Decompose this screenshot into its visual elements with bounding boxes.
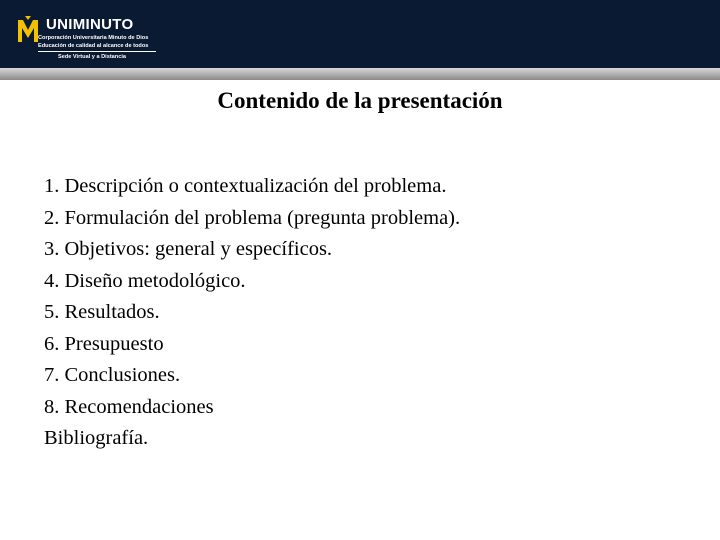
list-item: 8. Recomendaciones [44,395,214,418]
logo-subtitle-2: Educación de calidad al alcance de todos [38,43,149,49]
uniminuto-logo [12,6,162,62]
logo-name: UNIMINUTO [46,16,134,33]
logo-divider [38,51,156,52]
slide-title-text: Contenido de la presentación [217,88,503,113]
list-item: Bibliografía. [44,427,149,449]
logo-subtitle-1: Corporación Universitaria Minuto de Dios [38,35,149,41]
logo-mark-icon [16,14,40,44]
list-item: 7. Conclusiones. [44,364,181,386]
list-item: 4. Diseño metodológico. [44,269,246,292]
header-bar [0,0,720,68]
slide-title [0,88,720,114]
list-item: 1. Descripción o contextualización del problema. [44,175,447,197]
list-item: 5. Resultados. [44,301,160,323]
header-stripe [0,68,720,80]
logo-tagline: Sede Virtual y a Distancia [58,54,126,60]
content-list [44,171,460,455]
list-item: 3. Objetivos: general y específicos. [44,238,333,260]
list-item: 6. Presupuesto [44,332,164,355]
list-item: 2. Formulación del problema (pregunta problema). [44,206,461,229]
